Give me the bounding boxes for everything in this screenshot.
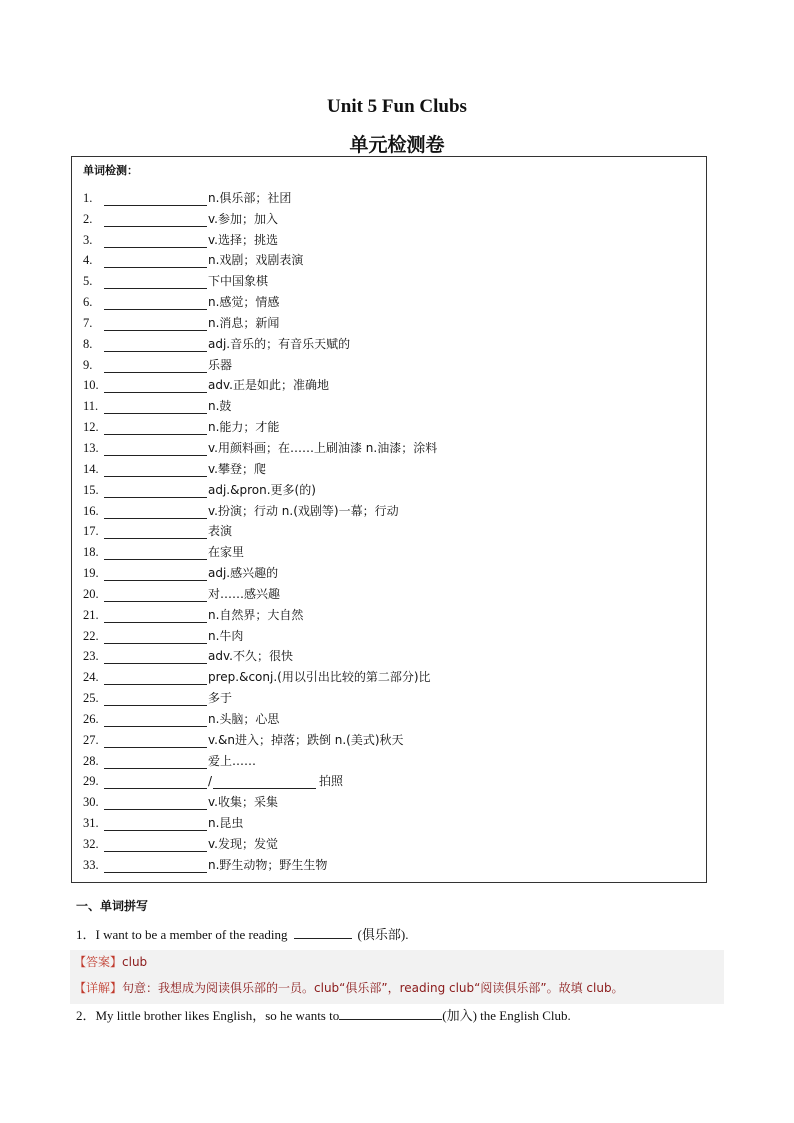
vocab-meaning: n.俱乐部；社团	[208, 190, 292, 205]
vocab-number: 15.	[83, 482, 99, 497]
vocab-blank[interactable]	[104, 587, 207, 602]
vocab-item	[83, 498, 437, 519]
vocab-blank[interactable]	[104, 274, 207, 289]
question-2	[76, 1006, 571, 1025]
vocab-number: 11.	[83, 399, 99, 414]
vocab-blank[interactable]	[104, 253, 207, 268]
vocab-blank[interactable]	[104, 191, 207, 206]
vocab-blank[interactable]	[104, 858, 207, 873]
vocab-meaning: n.消息；新闻	[208, 315, 280, 330]
vocab-blank[interactable]	[104, 566, 207, 581]
explanation-text: 句意：我想成为阅读俱乐部的一员。club“俱乐部”，reading club“阅读俱乐部”。故填 club。	[122, 981, 624, 995]
vocab-number: 12.	[83, 420, 99, 435]
answer-tag: 【答案】	[74, 955, 123, 969]
question-2-blank[interactable]	[339, 1006, 442, 1020]
vocab-meaning: n.鼓	[208, 399, 232, 414]
vocab-list	[83, 185, 437, 873]
vocab-item	[83, 248, 437, 269]
vocab-number: 14.	[83, 461, 99, 476]
vocab-number: 3.	[83, 232, 93, 247]
vocab-blank[interactable]	[104, 795, 207, 810]
vocab-meaning: n.野生动物；野生生物	[208, 857, 328, 872]
vocab-number: 27.	[83, 732, 99, 747]
vocab-number: 16.	[83, 503, 99, 518]
vocab-blank[interactable]	[104, 712, 207, 727]
vocab-meaning: adv.正是如此；准确地	[208, 378, 329, 393]
answer-line	[74, 953, 147, 971]
vocab-item	[83, 810, 437, 831]
vocab-box	[71, 156, 707, 883]
vocab-meaning: n.能力；才能	[208, 420, 280, 435]
vocab-meaning: adj.感兴趣的	[208, 566, 279, 581]
vocab-meaning: 爱上……	[208, 753, 257, 768]
vocab-meaning: 对……感兴趣	[208, 586, 281, 601]
vocab-item	[83, 393, 437, 414]
vocab-blank[interactable]	[104, 358, 207, 373]
vocab-blank[interactable]	[104, 441, 207, 456]
vocab-blank[interactable]	[104, 816, 207, 831]
vocab-number: 24.	[83, 670, 99, 685]
vocab-blank[interactable]	[104, 629, 207, 644]
vocab-item	[83, 185, 437, 206]
vocab-item	[83, 289, 437, 310]
vocab-item	[83, 685, 437, 706]
question-2-text: 2．My little brother likes English，so he wants to	[76, 1008, 340, 1023]
vocab-blank[interactable]	[104, 837, 207, 852]
vocab-item	[83, 560, 437, 581]
vocab-number: 26.	[83, 711, 99, 726]
vocab-meaning: v.&n进入；掉落；跌倒 n.(美式)秋天	[208, 732, 404, 747]
vocab-meaning: v.攀登；爬	[208, 461, 266, 476]
vocab-meaning: v.发现；发觉	[208, 837, 278, 851]
vocab-item	[83, 789, 437, 810]
vocab-meaning: n.牛肉	[208, 628, 244, 643]
vocab-meaning: v.扮演；行动 n.(戏剧等)一幕；行动	[208, 503, 399, 518]
vocab-blank[interactable]	[104, 608, 207, 623]
vocab-item	[83, 477, 437, 498]
vocab-number: 20.	[83, 586, 99, 601]
vocab-number: 9.	[83, 357, 93, 372]
vocab-item	[83, 644, 437, 665]
vocab-number: 7.	[83, 315, 93, 330]
vocab-number: 18.	[83, 545, 99, 560]
vocab-meaning: adj.音乐的；有音乐天赋的	[208, 336, 351, 351]
vocab-meaning: 在家里	[208, 545, 245, 560]
vocab-blank[interactable]	[104, 399, 207, 414]
question-2-hint: (加入) the English Club.	[442, 1008, 571, 1023]
vocab-blank[interactable]	[104, 524, 207, 539]
vocab-meaning: prep.&conj.(用以引出比较的第二部分)比	[208, 670, 431, 685]
vocab-meaning: n.自然界；大自然	[208, 607, 304, 622]
vocab-item	[83, 623, 437, 644]
answer-panel	[70, 950, 724, 1004]
vocab-number: 31.	[83, 816, 99, 831]
vocab-blank[interactable]	[104, 462, 207, 477]
vocab-item	[83, 310, 437, 331]
vocab-number: 2.	[83, 211, 93, 226]
vocab-blank[interactable]	[104, 233, 207, 248]
explanation-line	[74, 979, 624, 997]
vocab-item	[83, 852, 437, 873]
vocab-item	[83, 456, 437, 477]
vocab-blank[interactable]	[104, 545, 207, 560]
vocab-blank-second[interactable]	[213, 774, 316, 789]
vocab-number: 33.	[83, 857, 99, 872]
vocab-number: 17.	[83, 524, 99, 539]
vocab-meaning: adj.&pron.更多(的)	[208, 482, 316, 497]
vocab-item	[83, 602, 437, 623]
vocab-meaning: n.戏剧；戏剧表演	[208, 253, 304, 268]
vocab-number: 6.	[83, 295, 93, 310]
vocab-item	[83, 414, 437, 435]
vocab-number: 1.	[83, 190, 93, 205]
vocab-number: 28.	[83, 753, 99, 768]
vocab-blank[interactable]	[104, 378, 207, 393]
vocab-number: 10.	[83, 378, 99, 393]
explanation-tag: 【详解】	[74, 981, 123, 995]
vocab-number: 25.	[83, 691, 99, 706]
vocab-heading: 单词检测：	[83, 164, 138, 177]
question-1	[76, 925, 408, 944]
vocab-meaning: 拍照	[319, 774, 344, 789]
vocab-item	[83, 727, 437, 748]
vocab-item	[83, 435, 437, 456]
question-1-hint: (俱乐部).	[357, 927, 409, 942]
vocab-number: 30.	[83, 795, 99, 810]
vocab-number: 23.	[83, 649, 99, 664]
vocab-meaning: 乐器	[208, 357, 233, 372]
answer-value: club	[122, 955, 148, 969]
vocab-number: 29.	[83, 774, 99, 789]
vocab-meaning: 多于	[208, 691, 233, 706]
vocab-item	[83, 206, 437, 227]
vocab-number: 22.	[83, 628, 99, 643]
vocab-item	[83, 831, 437, 852]
vocab-blank[interactable]	[104, 754, 207, 769]
vocab-separator: /	[208, 774, 213, 789]
vocab-blank[interactable]	[104, 420, 207, 435]
vocab-blank[interactable]	[104, 337, 207, 352]
vocab-item	[83, 748, 437, 769]
vocab-meaning: adv.不久；很快	[208, 649, 293, 664]
vocab-item	[83, 706, 437, 727]
vocab-item	[83, 581, 437, 602]
vocab-meaning: v.收集；采集	[208, 795, 278, 810]
vocab-item	[83, 519, 437, 540]
vocab-meaning: n.感觉；情感	[208, 295, 280, 310]
vocab-item	[83, 331, 437, 352]
page-subtitle: 单元检测卷	[349, 134, 445, 156]
vocab-item	[83, 268, 437, 289]
vocab-blank[interactable]	[104, 295, 207, 310]
question-1-blank[interactable]	[294, 925, 352, 939]
vocab-item	[83, 373, 437, 394]
vocab-blank[interactable]	[104, 483, 207, 498]
vocab-item	[83, 664, 437, 685]
vocab-meaning: 下中国象棋	[208, 274, 269, 289]
vocab-number: 5.	[83, 274, 93, 289]
vocab-number: 19.	[83, 566, 99, 581]
vocab-meaning: n.头脑；心思	[208, 711, 280, 726]
vocab-number: 21.	[83, 607, 99, 622]
vocab-blank[interactable]	[104, 774, 207, 789]
vocab-number: 13.	[83, 440, 99, 455]
vocab-blank[interactable]	[104, 649, 207, 664]
vocab-meaning: n.昆虫	[208, 816, 244, 831]
vocab-meaning: v.参加；加入	[208, 211, 278, 226]
vocab-number: 4.	[83, 253, 93, 268]
vocab-meaning: 表演	[208, 524, 233, 539]
vocab-item	[83, 227, 437, 248]
page-title: Unit 5 Fun Clubs	[327, 96, 467, 117]
vocab-blank[interactable]	[104, 212, 207, 227]
vocab-blank[interactable]	[104, 691, 207, 706]
vocab-blank[interactable]	[104, 670, 207, 685]
vocab-number: 32.	[83, 837, 99, 851]
vocab-number: 8.	[83, 336, 93, 351]
vocab-item	[83, 769, 437, 790]
vocab-item	[83, 539, 437, 560]
section-heading: 一、单词拼写	[76, 899, 149, 913]
question-1-text: 1．I want to be a member of the reading	[76, 927, 288, 942]
vocab-blank[interactable]	[104, 733, 207, 748]
vocab-blank[interactable]	[104, 316, 207, 331]
vocab-blank[interactable]	[104, 504, 207, 519]
vocab-item	[83, 352, 437, 373]
vocab-meaning: v.选择；挑选	[208, 232, 278, 247]
vocab-meaning: v.用颜料画；在……上刷油漆 n.油漆；涂料	[208, 440, 438, 455]
